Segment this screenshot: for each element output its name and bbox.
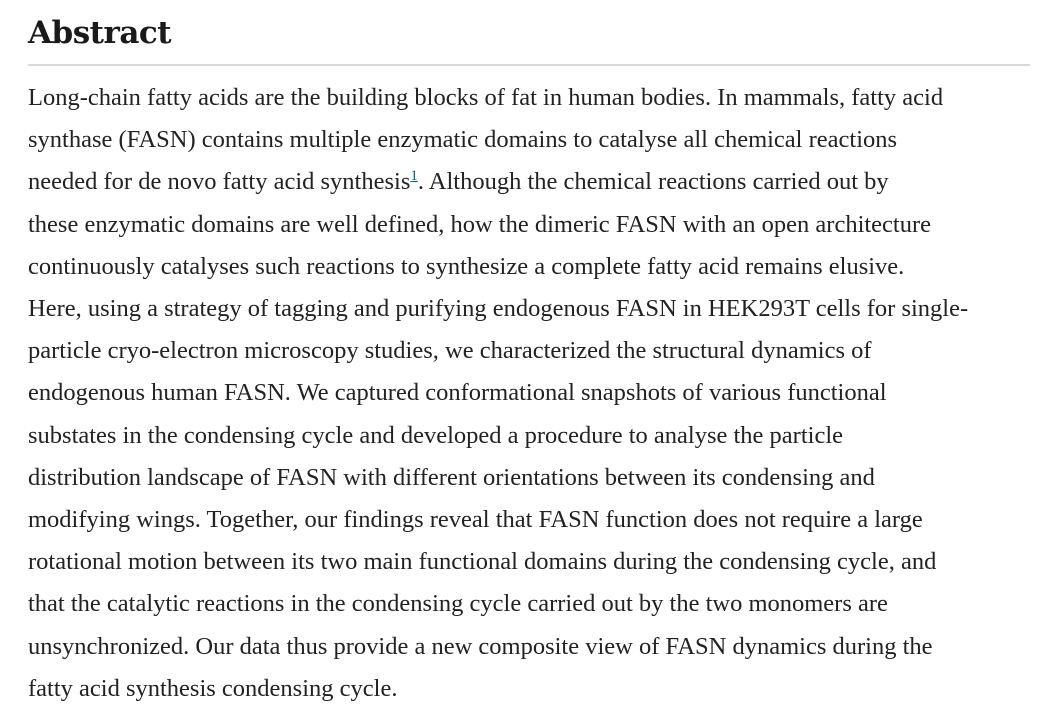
abstract-line: Long-chain fatty acids are the building blocks of fat in human bodies. In mammals, fatty acid <box>28 84 944 111</box>
citation-link[interactable]: 1 <box>410 168 418 185</box>
abstract-line: unsynchronized. Our data thus provide a new composite view of FASN dynamics during the <box>28 632 933 660</box>
abstract-body <box>28 77 1028 710</box>
abstract-line: modifying wings. Together, our findings reveal that FASN function does not require a large <box>28 506 923 534</box>
abstract-line: distribution landscape of FASN with different orientations between its condensing and <box>28 463 875 491</box>
abstract-line: Here, using a strategy of tagging and purifying endogenous FASN in HEK293T cells for single- <box>28 295 969 323</box>
abstract-line: substates in the condensing cycle and developed a procedure to analyse the particle <box>28 421 843 449</box>
abstract-heading: Abstract <box>28 10 1030 66</box>
abstract-line-part: needed for de novo fatty acid synthesis <box>28 168 411 196</box>
abstract-line: that the catalytic reactions in the condensing cycle carried out by the two monomers are <box>28 590 888 618</box>
abstract-line: particle cryo-electron microscopy studies, we characterized the structural dynamics of <box>28 337 872 365</box>
abstract-line-part: . Although the chemical reactions carried out by <box>417 168 889 196</box>
abstract-line: rotational motion between its two main functional domains during the condensing cycle, and <box>28 548 937 576</box>
abstract-line <box>28 161 1028 203</box>
abstract-section <box>28 10 1030 66</box>
abstract-line: fatty acid synthesis condensing cycle. <box>28 674 398 702</box>
abstract-line: these enzymatic domains are well defined, how the dimeric FASN with an open architecture <box>28 210 932 238</box>
abstract-line: endogenous human FASN. We captured conformational snapshots of various functional <box>28 379 887 407</box>
abstract-line: continuously catalyses such reactions to synthesize a complete fatty acid remains elusive. <box>28 252 905 280</box>
abstract-line: synthase (FASN) contains multiple enzymatic domains to catalyse all chemical reactions <box>28 126 898 154</box>
